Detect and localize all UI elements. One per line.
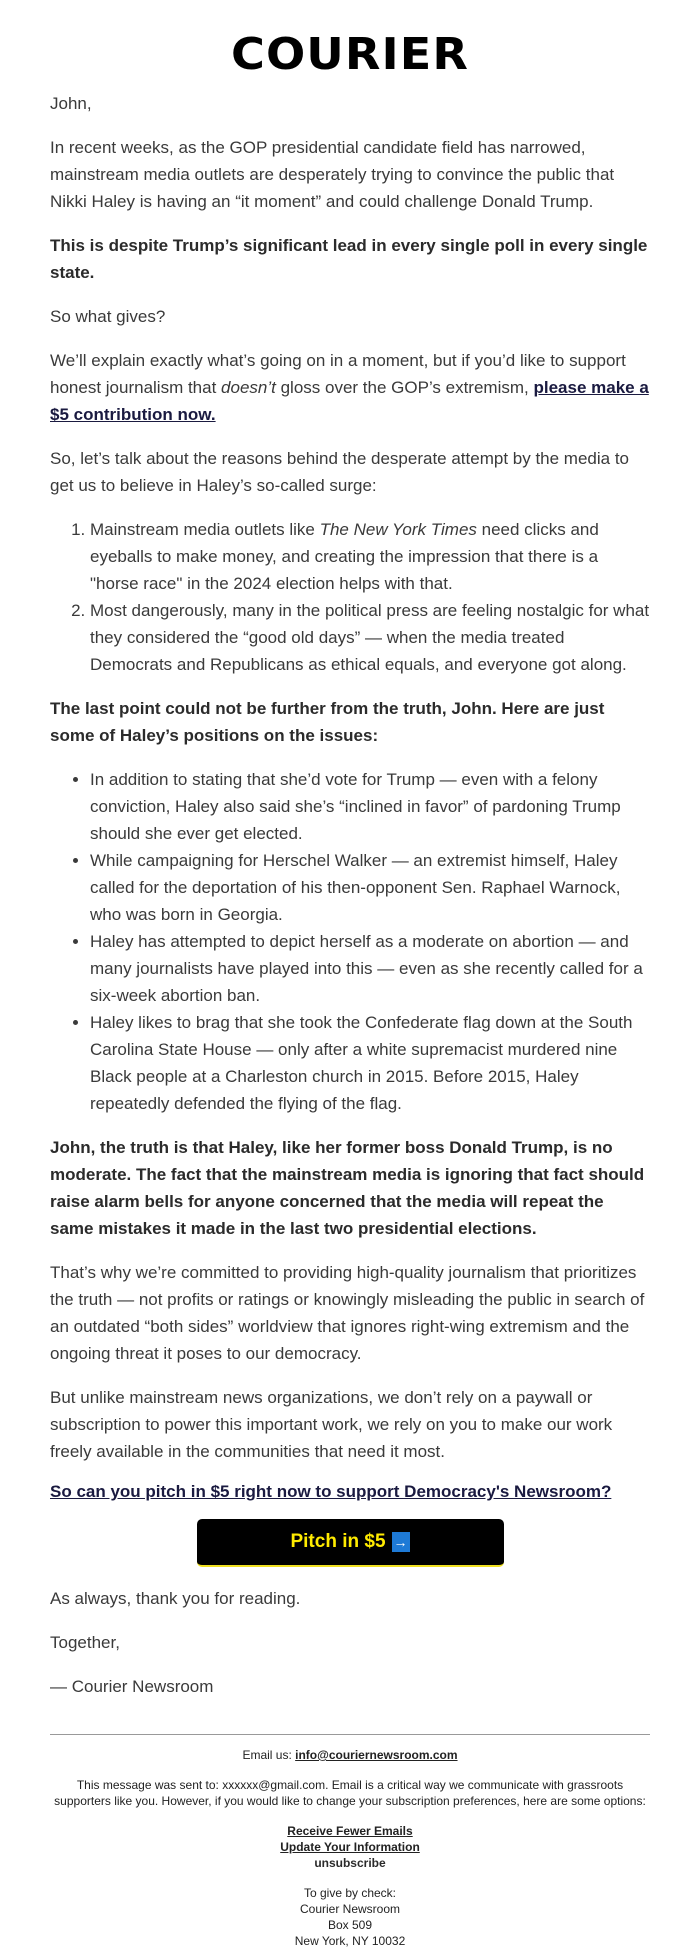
paragraph-commitment: That’s why we’re committed to providing high-quality journalism that prioritizes the truth — not profits or ratings or knowingly misleading the public in search of an outdated “both sides” worldview that ignores right-wing extremism and the ongoing threat it poses to our democracy.	[50, 1263, 645, 1363]
bold-text: The last point could not be further from the truth, John. Here are just some of Haley’s positions on the issues:	[50, 699, 605, 745]
footer-address	[50, 1885, 650, 1949]
paragraph-reasons: So, let’s talk about the reasons behind the desperate attempt by the media to get us to believe in Haley’s so-called surge:	[50, 449, 630, 495]
paragraph-paywall: But unlike mainstream news organizations, we don’t rely on a paywall or subscription to power this important work, we rely on you to make our work freely available in the communities that need it most.	[50, 1388, 613, 1461]
contribute-link[interactable]: please make a $5 contribution now.	[50, 378, 649, 424]
footer-email	[50, 1747, 650, 1763]
list-item: • Haley likes to brag that she took the Confederate flag down at the South Carolina State House — only after a white supremacist murdered nine Black people at a Charleston church in 2015. Before 2015, Haley repeatedly defended the flying of the flag.	[90, 1009, 650, 1117]
button-row	[50, 1519, 650, 1567]
button-label: Pitch in $5	[290, 1531, 386, 1552]
text: Box 509	[327, 1918, 373, 1932]
paragraph-bold-lead	[50, 232, 650, 286]
list-item: • While campaigning for Herschel Walker — an extremist himself, Haley called for the deportation of his then-opponent Sen. Raphael Warnock, who was born in Georgia.	[90, 847, 650, 928]
reasons-list	[50, 516, 650, 678]
list-item: • Haley has attempted to depict herself as a moderate on abortion — and many journalists have played into this — even as she recently called for a six-week abortion ban.	[90, 928, 650, 1009]
paragraph-truth	[50, 1134, 650, 1242]
pitch-in-button[interactable]	[197, 1519, 504, 1567]
courier-logo: COURIER	[231, 29, 469, 80]
greeting: John,	[50, 94, 92, 113]
paragraph-support	[50, 347, 650, 428]
paragraph-question: So what gives?	[50, 307, 166, 326]
text: To give by check:	[303, 1886, 397, 1900]
list-item: • In addition to stating that she’d vote for Trump — even with a felony conviction, Haley also said she’s “inclined in favor” of pardoning Trump should she ever get elected.	[90, 766, 650, 847]
unsubscribe-link[interactable]: unsubscribe	[314, 1856, 386, 1870]
update-information-link[interactable]: Update Your Information	[280, 1840, 420, 1854]
footer-sent-to: This message was sent to: xxxxxx@gmail.com. Email is a critical way we communicate with grassroots supporters like you. However, if you would like to change your subscription preferences, here are some options:	[54, 1778, 646, 1808]
text: gloss over the GOP’s extremism,	[275, 378, 534, 397]
bold-text: This is despite Trump’s significant lead in every single poll in every single state.	[50, 236, 648, 282]
text: Email us:	[242, 1748, 296, 1762]
signature: — Courier Newsroom	[50, 1677, 214, 1696]
text: Courier Newsroom	[299, 1902, 401, 1916]
email-link[interactable]: info@couriernewsroom.com	[295, 1748, 458, 1762]
footer-options	[50, 1823, 650, 1871]
paragraph-thanks: As always, thank you for reading.	[50, 1589, 301, 1608]
footer-divider	[50, 1734, 650, 1735]
bold-text: John, the truth is that Haley, like her former boss Donald Trump, is no moderate. The fact that the mainstream media is ignoring that fact should raise alarm bells for anyone concerned that the media will repeat the same mistakes it made in the last two presidential elections.	[50, 1138, 645, 1238]
text: need clicks and eyeballs to make money, and creating the impression that there is a "horse race" in the 2024 election helps with that.	[90, 520, 599, 593]
positions-list	[50, 766, 650, 1117]
receive-fewer-emails-link[interactable]: Receive Fewer Emails	[287, 1824, 413, 1838]
text: We’ll explain exactly what’s going on in a moment, but if you’d like to support honest journalism that	[50, 351, 626, 397]
text: New York, NY 10032	[294, 1934, 406, 1948]
paragraph-positions	[50, 695, 650, 749]
paragraph-intro: In recent weeks, as the GOP presidential candidate field has narrowed, mainstream media outlets are desperately trying to convince the public that Nikki Haley is having an “it moment” and could challenge Donald Trump.	[50, 138, 615, 211]
emphasis: doesn’t	[221, 378, 276, 397]
emphasis: The New York Times	[319, 520, 477, 539]
list-item: 2. Most dangerously, many in the political press are feeling nostalgic for what they considered the “good old days” — when the media treated Democrats and Republicans as ethical equals, and everyone got along.	[90, 597, 650, 678]
list-item	[90, 516, 650, 597]
right-arrow-icon: →	[393, 1533, 408, 1550]
text: Mainstream media outlets like	[90, 520, 320, 539]
pitch-in-link[interactable]: So can you pitch in $5 right now to support Democracy's Newsroom?	[50, 1482, 612, 1501]
footer	[50, 1747, 650, 1949]
paragraph-together: Together,	[50, 1633, 120, 1652]
email-body	[50, 0, 650, 1949]
